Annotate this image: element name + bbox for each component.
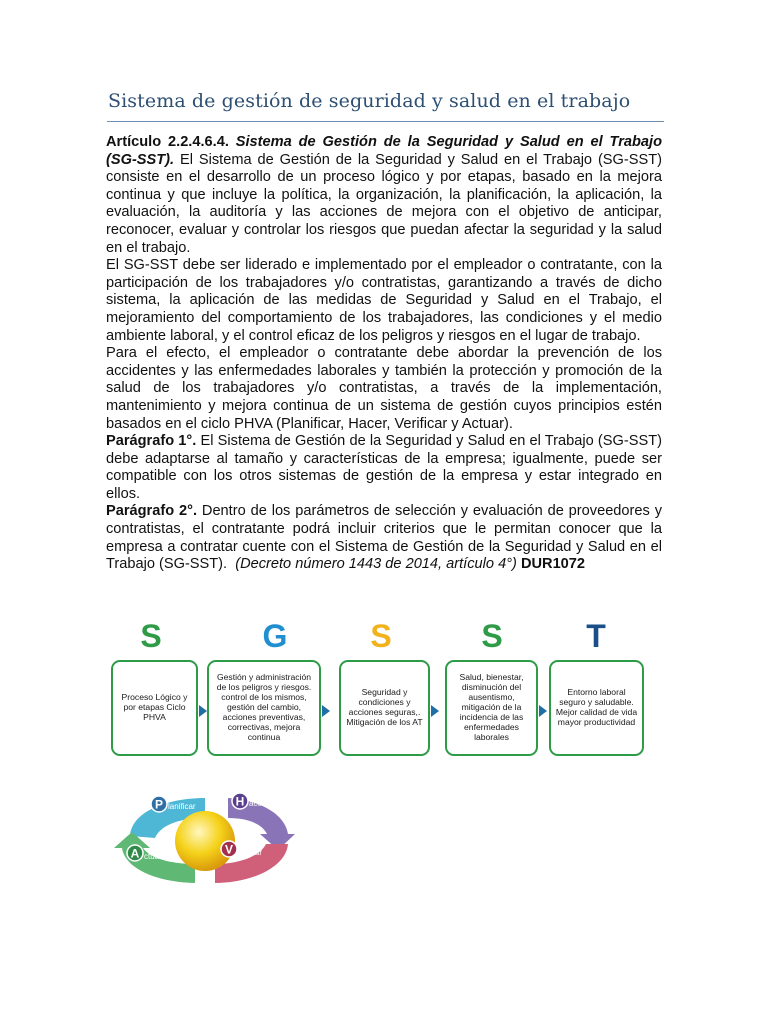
article-number: Artículo 2.2.4.6.4. xyxy=(106,134,229,150)
paragrafo-1 xyxy=(106,433,662,503)
article-paragraph-1 xyxy=(106,134,662,257)
box-trabajo: Entorno laboral seguro y saludable. Mejor calidad de vida mayor productividad xyxy=(549,660,644,756)
paragrafo-2 xyxy=(106,503,662,573)
verificar-label: erificar xyxy=(238,848,263,857)
letter-s-2: S xyxy=(370,618,392,654)
paragrafo-2-text: Dentro de los parámetros de selección y evaluación de proveedores y contratistas, el contratante podrá incluir criterios que le permitan conocer que la empresa a contratar cuente con el Sistema de Gestión de la Seguridad y Salud en el Trabajo (SG-SST). xyxy=(106,503,662,573)
hacer-label: acer xyxy=(249,799,265,808)
actuar-initial: A xyxy=(130,846,140,861)
hacer-initial: H xyxy=(235,794,245,809)
letter-g: G xyxy=(262,618,288,654)
planificar-label: lanificar xyxy=(168,802,196,811)
box-gestion: Gestión y administración de los peligros y riesgos. control de los mismos, gestión del cambio, acciones preventivas, correctivas, mejora continua xyxy=(207,660,321,756)
arrow-right-icon xyxy=(322,705,330,717)
paragrafo-2-label: Parágrafo 2°. xyxy=(106,503,198,520)
letter-s-3: S xyxy=(481,618,503,654)
article-intro: El Sistema de Gestión de la Seguridad y Salud en el Trabajo (SG-SST) consiste en el desarrollo de un proceso lógico y por etapas, basado en la mejora continua y que incluye la política, la organización, la planificación, la aplicación, la evaluación, la auditoría y las acciones de mejora con el objetivo de anticipar, reconocer, evaluar y controlar los riesgos que puedan afectar la seguridad y la salud en el trabajo. xyxy=(106,151,662,256)
article-paragraph-3: Para el efecto, el empleador o contratante debe abordar la prevención de los accidentes y las enfermedades laborales y también la protección y promoción de la salud de los trabajadores y/o contratistas, a través de la implementación, mantenimiento y mejora continua de un sistema de gestión cuyos principios estén basados en el ciclo PHVA (Planificar, Hacer, Verificar y Actuar). xyxy=(106,345,662,432)
letter-t: T xyxy=(586,618,606,654)
phva-cycle-graphic xyxy=(110,788,300,888)
paragrafo-1-label: Parágrafo 1°. xyxy=(106,433,197,450)
box-seguridad: Seguridad y condiciones y acciones seguras,. Mitigación de los AT xyxy=(339,660,430,756)
decree-citation: (Decreto número 1443 de 2014, artículo 4°) xyxy=(235,556,517,573)
arrow-right-icon xyxy=(539,705,547,717)
box-salud: Salud, bienestar, disminución del ausentismo, mitigación de la incidencia de las enfermedades laborales xyxy=(445,660,538,756)
verificar-initial: V xyxy=(224,842,234,857)
page-title: Sistema de gestión de seguridad y salud en el trabajo xyxy=(108,90,631,112)
letter-s-1: S xyxy=(140,618,162,654)
arrow-right-icon xyxy=(199,705,207,717)
box-proceso: Proceso Lógico y por etapas Ciclo PHVA xyxy=(111,660,198,756)
article-body xyxy=(106,134,662,574)
decree-reference: DUR1072 xyxy=(520,556,586,573)
article-paragraph-2: El SG-SST debe ser liderado e implementado por el empleador o contratante, con la participación de los trabajadores y/o contratistas, garantizando a través de dicho sistema, la aplicación de las medidas de Seguridad y Salud en el Trabajo, el mejoramiento del comportamiento de los trabajadores, las condiciones y el medio ambiente laboral, y el control eficaz de los peligros y riesgos en el lugar de trabajo. xyxy=(106,257,662,344)
article-heading: Sistema de Gestión de la Seguridad y Salud en el Trabajo (SG-SST). xyxy=(106,134,662,168)
paragrafo-1-text: El Sistema de Gestión de la Seguridad y Salud en el Trabajo (SG-SST) debe adaptarse al tamaño y características de la empresa; igualmente, puede ser compatible con los otros sistemas de gestión de la empresa y estar integrado en ellos. xyxy=(106,433,662,502)
title-divider xyxy=(107,121,664,122)
arrow-right-icon xyxy=(431,705,439,717)
actuar-label: ctuar xyxy=(144,852,162,861)
planificar-initial: P xyxy=(154,797,164,812)
